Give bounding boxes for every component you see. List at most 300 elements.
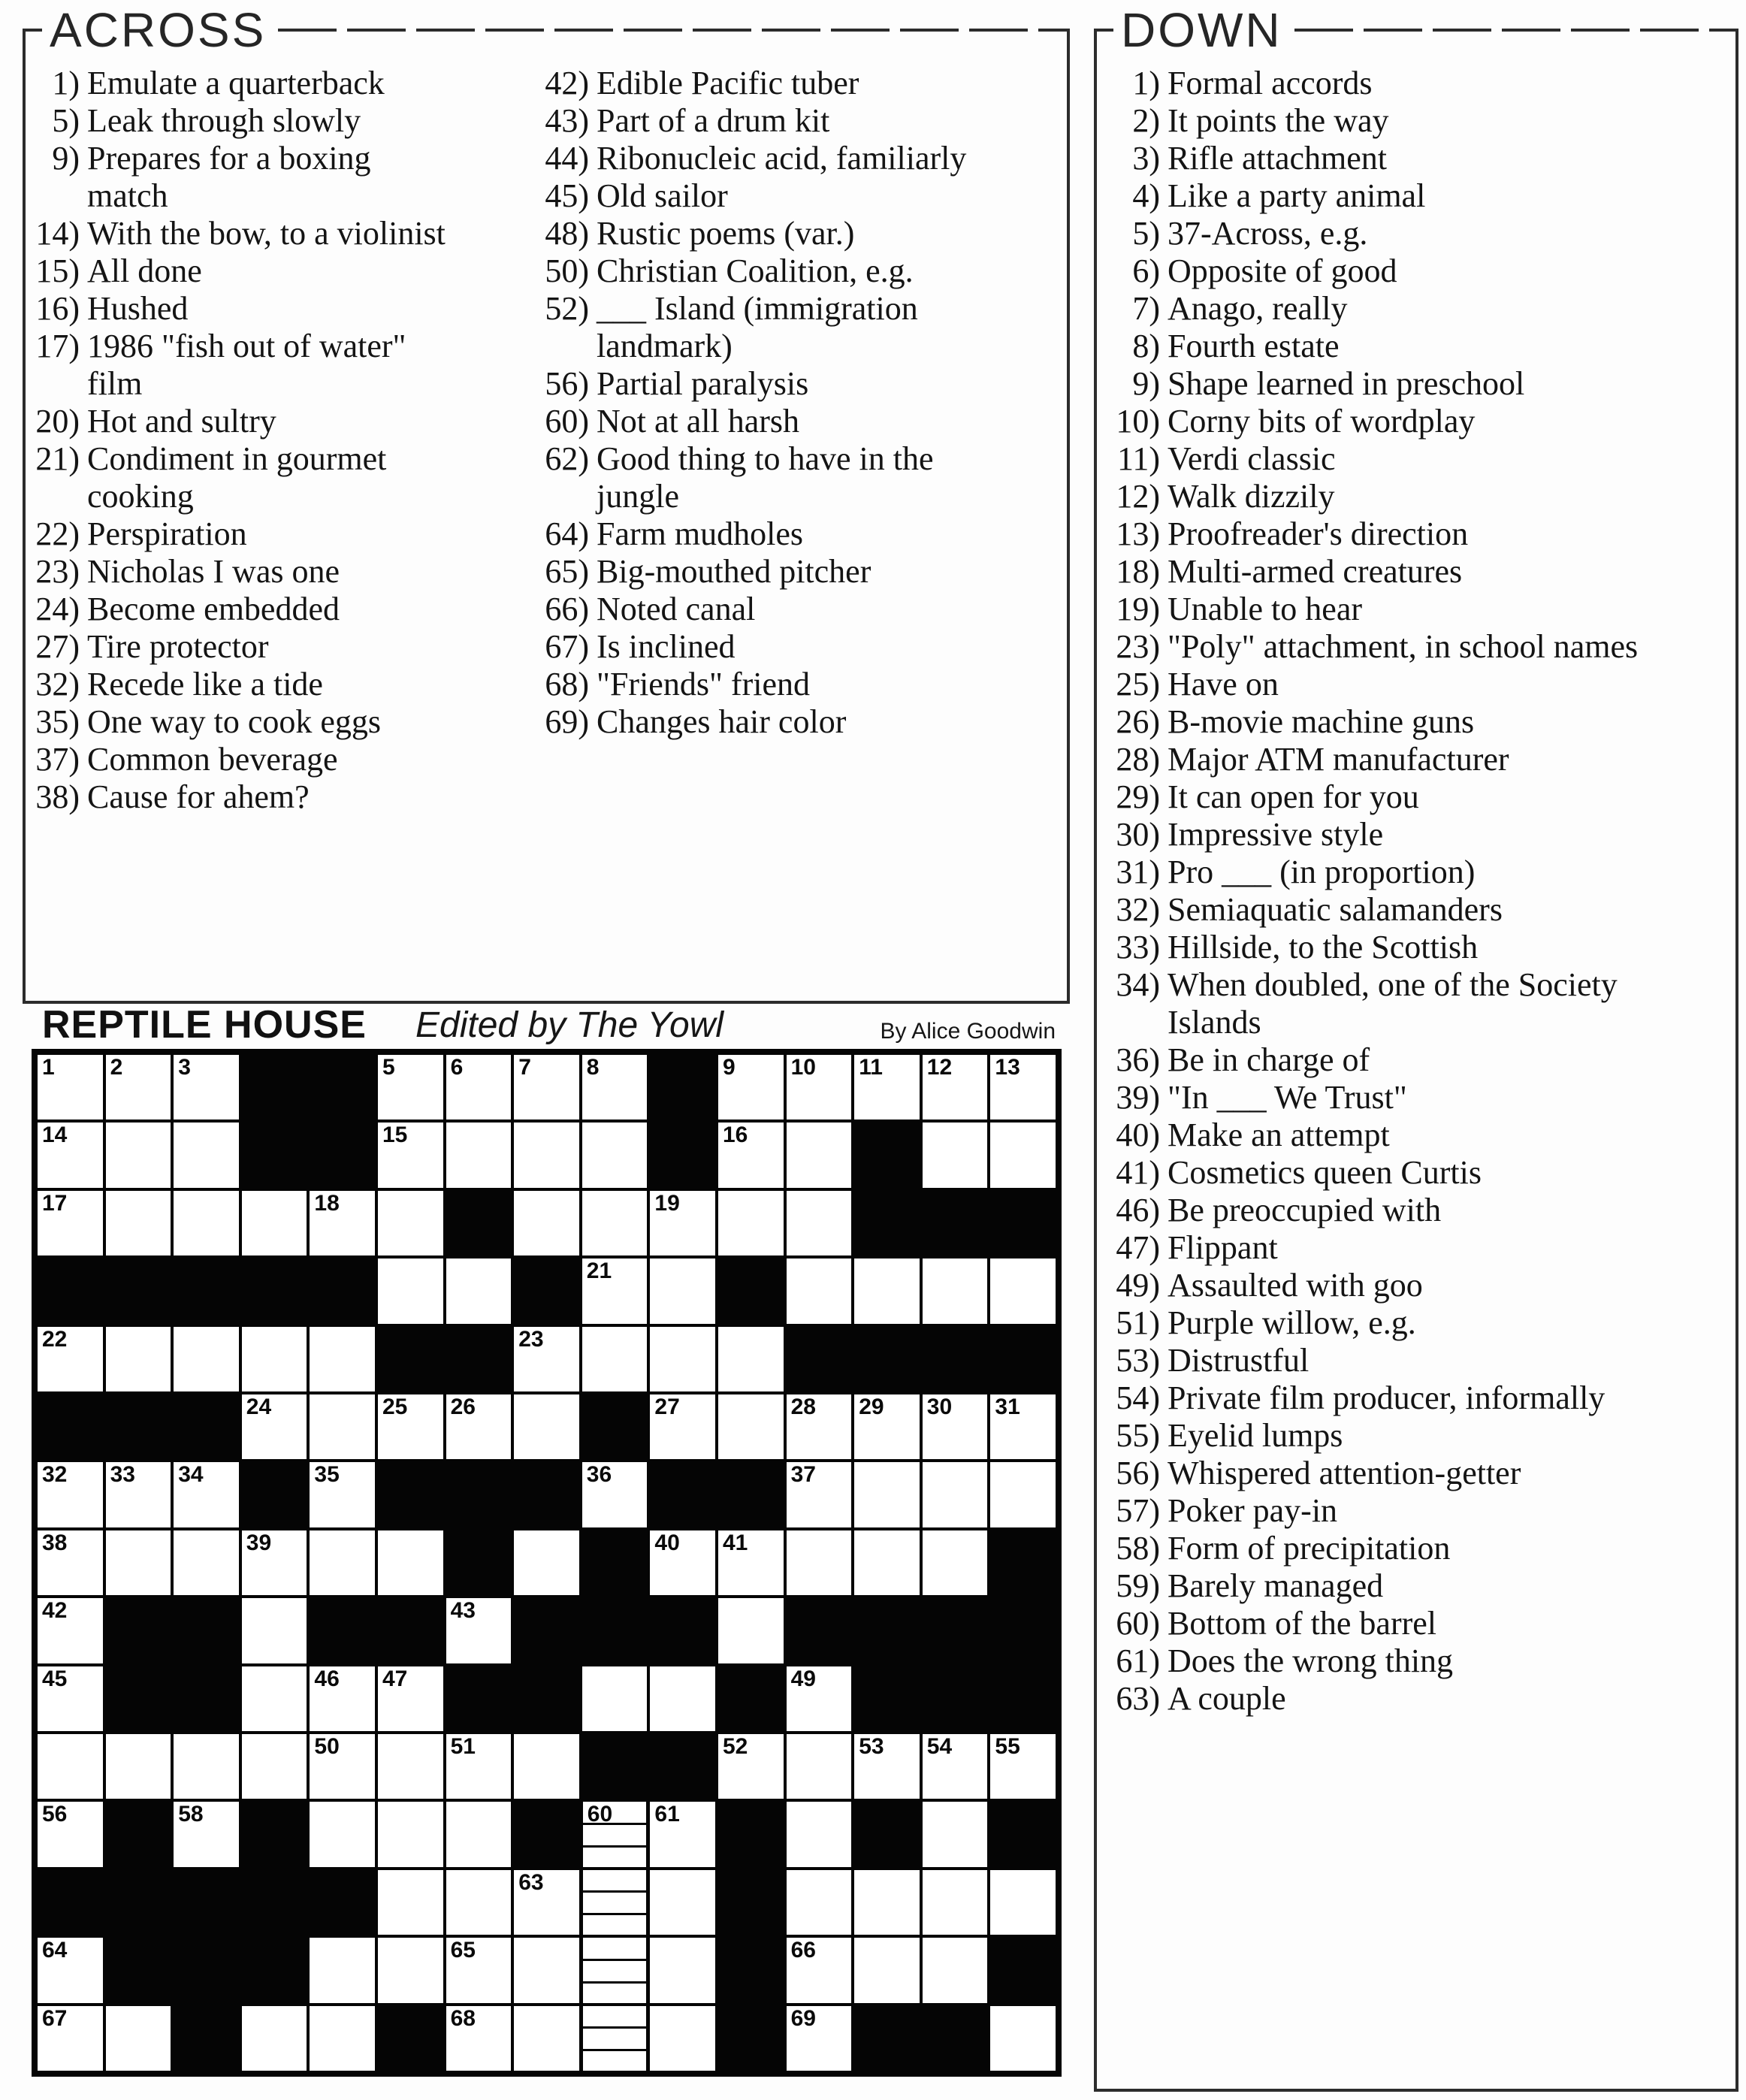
cell-r11c14[interactable] <box>921 1733 989 1800</box>
cell-r4c7[interactable] <box>445 1257 513 1325</box>
cell-r2c13 <box>853 1121 921 1189</box>
cell-r3c1[interactable] <box>36 1189 104 1257</box>
cell-r6c7[interactable] <box>445 1393 513 1461</box>
cell-r13c13[interactable] <box>853 1869 921 1936</box>
clue-number: 41) <box>1116 1154 1160 1191</box>
cell-r10c9[interactable] <box>581 1665 649 1733</box>
across-section <box>23 3 1070 1004</box>
down-clue-39 <box>1110 1079 1638 1116</box>
clue-number: 7) <box>1132 290 1160 327</box>
cell-r15c12[interactable] <box>785 2005 853 2072</box>
cell-r3c2[interactable] <box>104 1189 173 1257</box>
cell-r1c7[interactable] <box>445 1053 513 1121</box>
cell-r12c14[interactable] <box>921 1800 989 1868</box>
cell-r6c13[interactable] <box>853 1393 921 1461</box>
clue-number: 43) <box>545 102 589 139</box>
cell-r9c10 <box>648 1597 717 1664</box>
cell-r6c12[interactable] <box>785 1393 853 1461</box>
cell-r11c2[interactable] <box>104 1733 173 1800</box>
down-clue-40 <box>1110 1116 1638 1154</box>
cell-r14c13[interactable] <box>853 1936 921 2004</box>
cell-r12c13 <box>853 1800 921 1868</box>
cell-number: 5 <box>382 1055 395 1080</box>
cell-r3c6[interactable] <box>376 1189 445 1257</box>
clue-text: "Friends" friend <box>597 666 810 703</box>
clue-number: 12) <box>1116 478 1160 515</box>
cell-number: 12 <box>926 1055 953 1080</box>
cell-r12c10[interactable] <box>648 1800 717 1868</box>
cell-number: 50 <box>314 1734 340 1759</box>
clue-number: 62) <box>545 440 589 477</box>
clue-number: 9) <box>52 140 80 177</box>
cell-r7c14[interactable] <box>921 1461 989 1528</box>
across-clue-50 <box>541 252 966 290</box>
cell-r14c10[interactable] <box>648 1936 717 2004</box>
down-clue-3 <box>1110 140 1638 177</box>
cell-r12c4 <box>240 1800 309 1868</box>
cell-r1c4 <box>240 1053 309 1121</box>
cell-r4c1 <box>36 1257 104 1325</box>
cell-r15c4[interactable] <box>240 2005 309 2072</box>
across-clue-14 <box>33 215 446 252</box>
cell-r11c12[interactable] <box>785 1733 853 1800</box>
cell-number: 38 <box>42 1530 68 1555</box>
cell-r6c8[interactable] <box>512 1393 581 1461</box>
cell-r10c5[interactable] <box>308 1665 376 1733</box>
clue-text: Major ATM manufacturer <box>1168 741 1509 778</box>
down-clue-63 <box>1110 1680 1638 1718</box>
cell-r10c3 <box>172 1665 240 1733</box>
across-clue-23 <box>33 553 446 591</box>
cell-r1c13[interactable] <box>853 1053 921 1121</box>
cell-r3c8[interactable] <box>512 1189 581 1257</box>
cell-r10c11 <box>717 1665 785 1733</box>
clue-text: Leak through slowly <box>87 102 361 139</box>
cell-r4c13[interactable] <box>853 1257 921 1325</box>
clue-number: 23) <box>35 553 80 590</box>
cell-r6c15[interactable] <box>989 1393 1057 1461</box>
clue-number: 26) <box>1116 703 1160 740</box>
cell-r7c7 <box>445 1461 513 1528</box>
cell-r11c11[interactable] <box>717 1733 785 1800</box>
cell-r12c5[interactable] <box>308 1800 376 1868</box>
cell-r8c13[interactable] <box>853 1529 921 1597</box>
cell-r8c2[interactable] <box>104 1529 173 1597</box>
cell-r9c1[interactable] <box>36 1597 104 1664</box>
clue-number: 25) <box>1116 666 1160 703</box>
cell-r6c14[interactable] <box>921 1393 989 1461</box>
cell-r6c10[interactable] <box>648 1393 717 1461</box>
cell-r2c14[interactable] <box>921 1121 989 1189</box>
clue-text: With the bow, to a violinist <box>87 215 446 252</box>
cell-r14c8[interactable] <box>512 1936 581 2004</box>
cell-r13c9[interactable] <box>581 1869 649 1936</box>
cell-r11c13[interactable] <box>853 1733 921 1800</box>
clue-number: 16) <box>35 290 80 327</box>
clue-number: 46) <box>1116 1192 1160 1228</box>
cell-r3c4[interactable] <box>240 1189 309 1257</box>
cell-number: 18 <box>314 1190 340 1216</box>
clue-text: One way to cook eggs <box>87 703 382 740</box>
clue-text: Walk dizzily <box>1168 478 1335 515</box>
cell-r13c2 <box>104 1869 173 1936</box>
cell-r8c11[interactable] <box>717 1529 785 1597</box>
cell-r5c7 <box>445 1325 513 1393</box>
cell-r4c14[interactable] <box>921 1257 989 1325</box>
cell-r6c4[interactable] <box>240 1393 309 1461</box>
clue-text: Poker pay-in <box>1168 1492 1338 1529</box>
cell-r2c1[interactable] <box>36 1121 104 1189</box>
cell-r11c1[interactable] <box>36 1733 104 1800</box>
cell-r7c3[interactable] <box>172 1461 240 1528</box>
cell-r11c5[interactable] <box>308 1733 376 1800</box>
cell-r1c14[interactable] <box>921 1053 989 1121</box>
cell-number: 36 <box>586 1462 612 1488</box>
cell-r7c5[interactable] <box>308 1461 376 1528</box>
cell-r2c12[interactable] <box>785 1121 853 1189</box>
cell-r7c1[interactable] <box>36 1461 104 1528</box>
cell-r15c13 <box>853 2005 921 2072</box>
clue-number: 58) <box>1116 1530 1160 1567</box>
clue-text: Make an attempt <box>1168 1116 1390 1153</box>
cell-r9c6 <box>376 1597 445 1664</box>
cell-r8c8[interactable] <box>512 1529 581 1597</box>
cell-r3c5[interactable] <box>308 1189 376 1257</box>
cell-r5c10[interactable] <box>648 1325 717 1393</box>
cell-r3c12[interactable] <box>785 1189 853 1257</box>
across-clue-37 <box>33 741 446 778</box>
cell-r8c4[interactable] <box>240 1529 309 1597</box>
cell-number: 69 <box>790 2005 816 2031</box>
cell-r1c12[interactable] <box>785 1053 853 1121</box>
down-clue-2 <box>1110 102 1638 140</box>
cell-r11c15[interactable] <box>989 1733 1057 1800</box>
cell-r13c1 <box>36 1869 104 1936</box>
cell-r15c5[interactable] <box>308 2005 376 2072</box>
clue-text: Perspiration <box>87 515 247 552</box>
clue-number: 23) <box>1116 628 1160 665</box>
cell-r5c3[interactable] <box>172 1325 240 1393</box>
cell-number: 3 <box>178 1055 191 1080</box>
cell-r5c11[interactable] <box>717 1325 785 1393</box>
clue-text: Emulate a quarterback <box>87 65 385 101</box>
clue-number: 54) <box>1116 1379 1160 1416</box>
cell-r12c7[interactable] <box>445 1800 513 1868</box>
clue-text: Eyelid lumps <box>1168 1417 1343 1454</box>
cell-r7c12[interactable] <box>785 1461 853 1528</box>
cell-r8c12[interactable] <box>785 1529 853 1597</box>
clue-text: Farm mudholes <box>597 515 803 552</box>
clue-number: 27) <box>35 628 80 665</box>
clue-number: 15) <box>35 252 80 289</box>
cell-number: 7 <box>518 1055 531 1080</box>
down-clue-46 <box>1110 1192 1638 1229</box>
clue-text: Formal accords <box>1168 65 1373 101</box>
down-clue-57 <box>1110 1492 1638 1530</box>
cell-r1c5 <box>308 1053 376 1121</box>
cell-r10c10[interactable] <box>648 1665 717 1733</box>
clue-text: Anago, really <box>1168 290 1348 327</box>
cell-number: 14 <box>42 1123 68 1148</box>
cell-r2c6[interactable] <box>376 1121 445 1189</box>
cell-r8c14[interactable] <box>921 1529 989 1597</box>
cell-r1c6[interactable] <box>376 1053 445 1121</box>
cell-r10c1[interactable] <box>36 1665 104 1733</box>
cell-r5c9[interactable] <box>581 1325 649 1393</box>
clue-text: Ribonucleic acid, familiarly <box>597 140 967 177</box>
cell-r15c11 <box>717 2005 785 2072</box>
cell-r1c2[interactable] <box>104 1053 173 1121</box>
cell-r11c8[interactable] <box>512 1733 581 1800</box>
cell-number: 16 <box>722 1123 748 1148</box>
down-clue-11 <box>1110 440 1638 478</box>
across-clue-62 <box>541 440 966 515</box>
cell-number: 24 <box>246 1394 272 1419</box>
clue-text: Be preoccupied with <box>1168 1192 1442 1228</box>
cell-r13c14[interactable] <box>921 1869 989 1936</box>
clue-number: 22) <box>35 515 80 552</box>
cell-r7c9[interactable] <box>581 1461 649 1528</box>
cell-r8c6[interactable] <box>376 1529 445 1597</box>
cell-r15c7[interactable] <box>445 2005 513 2072</box>
cell-r1c10 <box>648 1053 717 1121</box>
clue-text: ___ Island (immigration landmark) <box>597 290 918 364</box>
cell-number: 39 <box>246 1530 272 1555</box>
cell-r12c9[interactable] <box>581 1800 649 1868</box>
cell-r6c11[interactable] <box>717 1393 785 1461</box>
cell-r3c9[interactable] <box>581 1189 649 1257</box>
clue-number: 1) <box>52 65 80 101</box>
cell-r11c9 <box>581 1733 649 1800</box>
clue-text: Fourth estate <box>1168 328 1340 364</box>
cell-r12c3[interactable] <box>172 1800 240 1868</box>
cell-r1c11[interactable] <box>717 1053 785 1121</box>
cell-r2c2[interactable] <box>104 1121 173 1189</box>
clue-number: 63) <box>1116 1680 1160 1717</box>
cell-r14c7[interactable] <box>445 1936 513 2004</box>
cell-r13c10[interactable] <box>648 1869 717 1936</box>
cell-r14c9[interactable] <box>581 1936 649 2004</box>
clue-number: 68) <box>545 666 589 703</box>
cell-r15c10[interactable] <box>648 2005 717 2072</box>
clue-text: 37-Across, e.g. <box>1168 215 1368 252</box>
cell-r8c3[interactable] <box>172 1529 240 1597</box>
cell-r13c7[interactable] <box>445 1869 513 1936</box>
clue-number: 45) <box>545 177 589 214</box>
cell-r13c5 <box>308 1869 376 1936</box>
cell-number: 49 <box>790 1666 816 1691</box>
cell-number: 13 <box>995 1055 1020 1080</box>
cell-r2c5 <box>308 1121 376 1189</box>
cell-r10c4[interactable] <box>240 1665 309 1733</box>
clue-text: Form of precipitation <box>1168 1530 1451 1567</box>
cell-r3c3[interactable] <box>172 1189 240 1257</box>
cell-r4c15[interactable] <box>989 1257 1057 1325</box>
clue-number: 36) <box>1116 1041 1160 1078</box>
cell-r1c3[interactable] <box>172 1053 240 1121</box>
clue-number: 38) <box>35 778 80 815</box>
cell-r12c8 <box>512 1800 581 1868</box>
down-clue-1 <box>1110 65 1638 102</box>
cell-r12c6[interactable] <box>376 1800 445 1868</box>
cell-r11c6[interactable] <box>376 1733 445 1800</box>
cell-r13c12[interactable] <box>785 1869 853 1936</box>
cell-r4c10[interactable] <box>648 1257 717 1325</box>
cell-number: 23 <box>518 1326 544 1352</box>
cell-r2c3[interactable] <box>172 1121 240 1189</box>
cell-r11c4[interactable] <box>240 1733 309 1800</box>
down-clue-9 <box>1110 365 1638 403</box>
down-clue-18 <box>1110 553 1638 591</box>
cell-r10c6[interactable] <box>376 1665 445 1733</box>
puzzle-byline: By Alice Goodwin <box>880 1019 1056 1044</box>
cell-r5c4[interactable] <box>240 1325 309 1393</box>
cell-r10c12[interactable] <box>785 1665 853 1733</box>
cell-r13c15[interactable] <box>989 1869 1057 1936</box>
cell-r6c6[interactable] <box>376 1393 445 1461</box>
clue-number: 8) <box>1132 328 1160 364</box>
clue-number: 60) <box>545 403 589 440</box>
cell-number: 15 <box>382 1123 408 1148</box>
cell-r2c8[interactable] <box>512 1121 581 1189</box>
cell-r14c6[interactable] <box>376 1936 445 2004</box>
cell-r4c6[interactable] <box>376 1257 445 1325</box>
cell-r7c2[interactable] <box>104 1461 173 1528</box>
cell-number: 55 <box>995 1734 1020 1759</box>
cell-r14c2 <box>104 1936 173 2004</box>
cell-r5c8[interactable] <box>512 1325 581 1393</box>
cell-r8c5[interactable] <box>308 1529 376 1597</box>
clue-number: 21) <box>35 440 80 477</box>
cell-r1c15[interactable] <box>989 1053 1057 1121</box>
across-clue-5 <box>33 102 446 140</box>
cell-r13c11 <box>717 1869 785 1936</box>
cell-number: 33 <box>110 1462 135 1488</box>
cell-r9c4[interactable] <box>240 1597 309 1664</box>
down-clue-61 <box>1110 1642 1638 1680</box>
cell-r1c9[interactable] <box>581 1053 649 1121</box>
cell-r4c4 <box>240 1257 309 1325</box>
cell-r14c11 <box>717 1936 785 2004</box>
cell-r5c1[interactable] <box>36 1325 104 1393</box>
across-clue-22 <box>33 515 446 553</box>
cell-r11c7[interactable] <box>445 1733 513 1800</box>
across-clue-15 <box>33 252 446 290</box>
cell-r14c14[interactable] <box>921 1936 989 2004</box>
clue-number: 56) <box>545 365 589 402</box>
cell-number: 30 <box>926 1394 953 1419</box>
cell-r7c13[interactable] <box>853 1461 921 1528</box>
cell-r14c15 <box>989 1936 1057 2004</box>
clue-number: 18) <box>1116 553 1160 590</box>
clue-text: Semiaquatic salamanders <box>1168 891 1503 928</box>
clue-text: Verdi classic <box>1168 440 1336 477</box>
cell-number: 34 <box>178 1462 204 1488</box>
cell-number: 6 <box>450 1055 464 1080</box>
cell-r15c2[interactable] <box>104 2005 173 2072</box>
cell-r6c2 <box>104 1393 173 1461</box>
cell-r15c1[interactable] <box>36 2005 104 2072</box>
clue-number: 14) <box>35 215 80 252</box>
cell-r9c7[interactable] <box>445 1597 513 1664</box>
cell-r12c12[interactable] <box>785 1800 853 1868</box>
cell-r2c7[interactable] <box>445 1121 513 1189</box>
cell-r1c1[interactable] <box>36 1053 104 1121</box>
puzzle-title: REPTILE HOUSE <box>42 1003 367 1047</box>
cell-r9c8 <box>512 1597 581 1664</box>
cell-r3c14 <box>921 1189 989 1257</box>
cell-r10c2 <box>104 1665 173 1733</box>
across-clue-44 <box>541 140 966 177</box>
cell-number: 58 <box>178 1802 204 1827</box>
cell-r11c3[interactable] <box>172 1733 240 1800</box>
cell-r6c5[interactable] <box>308 1393 376 1461</box>
cell-r6c1 <box>36 1393 104 1461</box>
cell-r11c10 <box>648 1733 717 1800</box>
cell-number: 32 <box>42 1462 68 1488</box>
down-clue-56 <box>1110 1455 1638 1492</box>
cell-r1c8[interactable] <box>512 1053 581 1121</box>
cell-r7c15[interactable] <box>989 1461 1057 1528</box>
cell-r8c10[interactable] <box>648 1529 717 1597</box>
across-clue-16 <box>33 290 446 328</box>
clue-number: 51) <box>1116 1304 1160 1341</box>
cell-r14c1[interactable] <box>36 1936 104 2004</box>
cell-number: 1 <box>42 1055 55 1080</box>
cell-r8c1[interactable] <box>36 1529 104 1597</box>
clue-text: Assaulted with goo <box>1168 1267 1423 1304</box>
clue-number: 60) <box>1116 1605 1160 1642</box>
cell-r2c15[interactable] <box>989 1121 1057 1189</box>
cell-r15c8[interactable] <box>512 2005 581 2072</box>
clue-number: 52) <box>545 290 589 327</box>
clue-text: Like a party animal <box>1168 177 1426 214</box>
across-clue-68 <box>541 666 966 703</box>
cell-r9c11[interactable] <box>717 1597 785 1664</box>
clue-text: Private film producer, informally <box>1168 1379 1606 1416</box>
cell-r4c12[interactable] <box>785 1257 853 1325</box>
clue-number: 11) <box>1116 440 1160 477</box>
cell-r12c1[interactable] <box>36 1800 104 1868</box>
clue-number: 10) <box>1116 403 1160 440</box>
cell-number: 42 <box>42 1598 68 1624</box>
clue-number: 33) <box>1116 929 1160 965</box>
cell-r13c8[interactable] <box>512 1869 581 1936</box>
cell-r2c11[interactable] <box>717 1121 785 1189</box>
cell-r5c5[interactable] <box>308 1325 376 1393</box>
cell-r15c9[interactable] <box>581 2005 649 2072</box>
cell-r14c12[interactable] <box>785 1936 853 2004</box>
down-clue-49 <box>1110 1267 1638 1304</box>
cell-r14c5[interactable] <box>308 1936 376 2004</box>
down-clue-4 <box>1110 177 1638 215</box>
cell-r2c9[interactable] <box>581 1121 649 1189</box>
down-clue-19 <box>1110 591 1638 628</box>
cell-r4c9[interactable] <box>581 1257 649 1325</box>
cell-r9c13 <box>853 1597 921 1664</box>
cell-r15c15[interactable] <box>989 2005 1057 2072</box>
cell-r3c10[interactable] <box>648 1189 717 1257</box>
down-clue-6 <box>1110 252 1638 290</box>
clue-text: Multi-armed creatures <box>1168 553 1463 590</box>
cell-number: 9 <box>722 1055 736 1080</box>
cell-r3c11[interactable] <box>717 1189 785 1257</box>
cell-r5c2[interactable] <box>104 1325 173 1393</box>
down-clue-8 <box>1110 328 1638 365</box>
cell-r13c4 <box>240 1869 309 1936</box>
cell-r2c10 <box>648 1121 717 1189</box>
cell-r13c6[interactable] <box>376 1869 445 1936</box>
